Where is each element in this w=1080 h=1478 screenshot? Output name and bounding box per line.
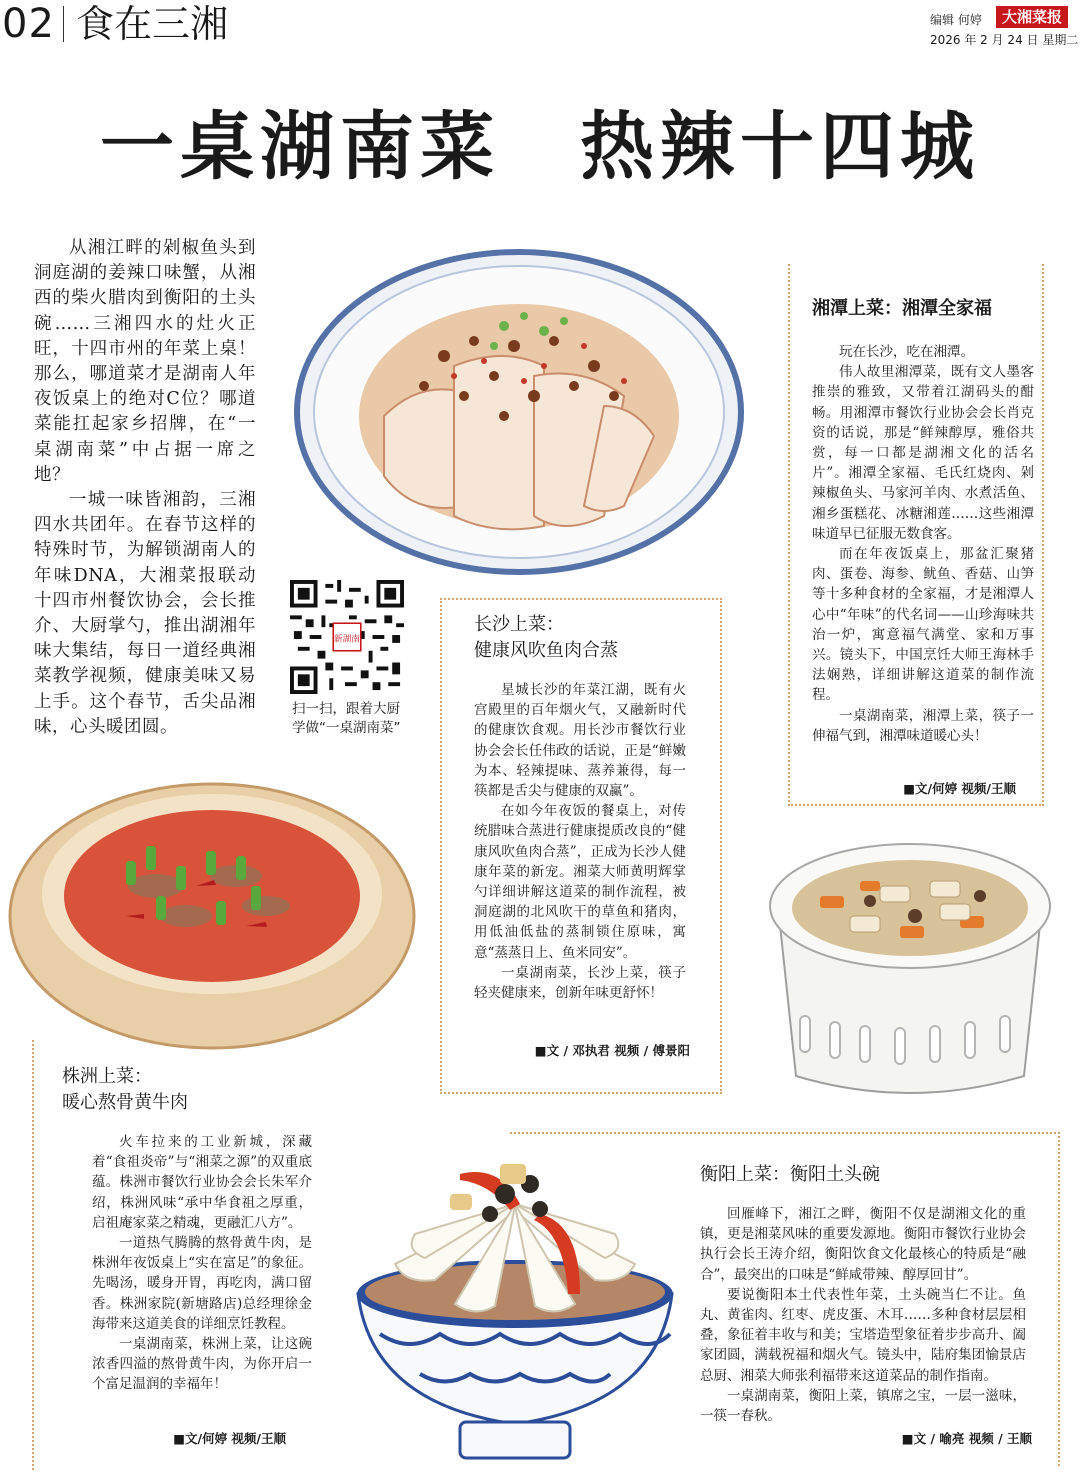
changsha-paragraph: 星城长沙的年菜江湖，既有火宫殿里的百年烟火气，又融新时代的健康饮食观。用长沙市餐饮行业协会会长任伟政的话说，正是“鲜嫩为本、轻辣提味、蒸养兼得，每一筷都是舌尖与健康的双赢”。 xyxy=(474,682,686,800)
changsha-feature-box xyxy=(440,598,722,1094)
changsha-title-line1: 长沙上菜： xyxy=(474,614,564,635)
zhuzhou-feature-box xyxy=(32,1040,316,1470)
intro-paragraph: 一城一味皆湘韵，三湘四水共团年。在春节这样的特殊时节，为解锁湖南人的年味DNA，大湘菜报联动十四市州餐饮协会，会长推介、大厨掌勺，推出湖湘年味大集结，每日一道经典湘菜教学视频，健康美味又易上手。这个春节，舌尖品湘味，心头暖团圆。 xyxy=(34,490,256,737)
intro-text xyxy=(34,236,256,740)
hengyang-feature-box xyxy=(510,1132,1060,1466)
hengyang-paragraph: 要说衡阳本土代表性年菜，土头碗当仁不让。鱼丸、黄雀肉、红枣、虎皮蛋、木耳……多种食材层层相叠，象征着丰收与和美；宝塔造型象征着步步高升、阖家团圆，满载祝福和烟火气。镜头中，陆府集团愉景店总厨、湘菜大师张利福带来这道菜品的制作指南。 xyxy=(700,1286,1026,1384)
xiangtan-title: 湘潭上菜：湘潭全家福 xyxy=(812,298,992,319)
steamed-pork-dish-illustration xyxy=(294,246,744,586)
changsha-title-line2: 健康风吹鱼肉合蒸 xyxy=(474,640,618,661)
headline: 一桌湖南菜 热辣十四城 xyxy=(100,104,980,190)
qr-stamp: 新湖南 xyxy=(334,634,360,645)
xiangtan-feature-box xyxy=(788,264,1044,806)
qr-code-icon[interactable] xyxy=(290,580,404,694)
zhuzhou-title-line1: 株洲上菜： xyxy=(62,1066,152,1087)
changsha-paragraph: 一桌湖南菜，长沙上菜，筷子轻夹健康来，创新年味更舒怀！ xyxy=(474,964,686,1002)
xiangtan-paragraph: 而在年夜饭桌上，那盆汇聚猪肉、蛋卷、海参、鱿鱼、香菇、山笋等十多种食材的全家福，才是湘潭人心中“年味”的代名词——山珍海味共治一炉，寓意福气满堂、家和万事兴。镜头下，中国烹饪大师王海林手法娴熟，详细讲解这道菜的制作流程。 xyxy=(812,546,1034,704)
intro-paragraph: 从湘江畔的剁椒鱼头到洞庭湖的姜辣口味蟹，从湘西的柴火腊肉到衡阳的土头碗……三湘四水的灶火正旺，十四市州的年菜上桌！那么，哪道菜才是湖南人年夜饭桌上的绝对C位？哪道菜能扛起家乡招牌，在“一桌湖南菜”中占据一席之地？ xyxy=(34,238,256,485)
xiangtan-paragraph: 一桌湖南菜，湘潭上菜，筷子一伸福气到，湘潭味道暖心头！ xyxy=(812,707,1034,744)
hengyang-title: 衡阳上菜：衡阳土头碗 xyxy=(700,1164,880,1185)
hengyang-paragraph: 回雁峰下，湘江之畔，衡阳不仅是湖湘文化的重镇，更是湘菜风味的重要发源地。衡阳市餐饮行业协会执行会长王涛介绍，衡阳饮食文化最核心的特质是“融合”，最突出的口味是“鲜咸带辣、醇厚回甘”。 xyxy=(700,1206,1026,1283)
xiangtan-body xyxy=(812,342,1034,746)
xiangtan-byline: ■文/何婷 视频/王顺 xyxy=(903,781,1016,796)
qr-caption: 扫一扫，跟着大厨学做“一桌湖南菜” xyxy=(292,701,401,736)
changsha-paragraph: 在如今年夜饭的餐桌上，对传统腊味合蒸进行健康提质改良的“健康风吹鱼肉合蒸”，正成为长沙人健康年菜的新宠。湘菜大师黄明辉掌勺详细讲解这道菜的制作流程，被洞庭湖的北风吹干的草鱼和猪肉，用低油低盐的蒸制锁住原味，寓意“蒸蒸日上、鱼米同安”。 xyxy=(474,803,686,961)
zhuzhou-paragraph: 一桌湖南菜，株洲上菜，让这碗浓香四溢的熬骨黄牛肉，为你开启一个富足温润的幸福年！ xyxy=(92,1336,312,1393)
zhuzhou-body xyxy=(92,1132,312,1395)
page-number: 02 xyxy=(2,1,55,47)
editor-credit: 编辑 何婷 xyxy=(930,13,982,27)
hotpot-dish-illustration xyxy=(760,826,1060,1100)
hengyang-byline: ■文 / 喻亮 视频 / 王顺 xyxy=(901,1431,1032,1446)
changsha-body xyxy=(474,680,686,1003)
zhuzhou-title-line2: 暖心熬骨黄牛肉 xyxy=(62,1092,188,1113)
section-title: 食在三湘 xyxy=(76,2,229,46)
brand-logo: 大湘菜报 xyxy=(996,6,1068,28)
zhuzhou-paragraph: 一道热气腾腾的熬骨黄牛肉，是株洲年夜饭桌上“实在富足”的象征。先喝汤，暖身开胃，再吃肉，满口留香。株洲家院(新塘路店)总经理徐金海带来这道美食的详细烹饪教程。 xyxy=(92,1235,312,1332)
header-divider xyxy=(63,6,64,42)
beef-soup-bowl-illustration xyxy=(6,766,418,1056)
xiangtan-paragraph: 玩在长沙，吃在湘潭。 xyxy=(839,344,974,360)
issue-date: 2026 年 2 月 24 日 星期二 xyxy=(930,33,1079,47)
zhuzhou-byline: ■文/何婷 视频/王顺 xyxy=(173,1431,286,1446)
changsha-byline: ■文 / 邓执君 视频 / 傅景阳 xyxy=(534,1043,690,1058)
xiangtan-paragraph: 伟人故里湘潭菜，既有文人墨客推崇的雅致，又带着江湖码头的酣畅。用湘潭市餐饮行业协会会长肖克资的话说，那是“鲜辣醇厚，雅俗共赏，每一口都是湖湘文化的活名片”。湘潭全家福、毛氏红烧肉、剁辣椒鱼头、马家河羊肉、水煮活鱼、湘乡蛋糕花、冰糖湘莲……这些湘潭味道早已征服无数食客。 xyxy=(812,364,1034,542)
hengyang-body xyxy=(700,1204,1026,1426)
hengyang-paragraph: 一桌湖南菜，衡阳上菜，镇席之宝，一层一滋味，一筷一春秋。 xyxy=(700,1387,1026,1425)
zhuzhou-paragraph: 火车拉来的工业新城，深藏着“食祖炎帝”与“湘菜之源”的双重底蕴。株洲市餐饮行业协会会长朱军介绍，株洲风味“承中华食祖之厚重，启祖庵家菜之精魂，更融汇八方”。 xyxy=(92,1134,312,1231)
